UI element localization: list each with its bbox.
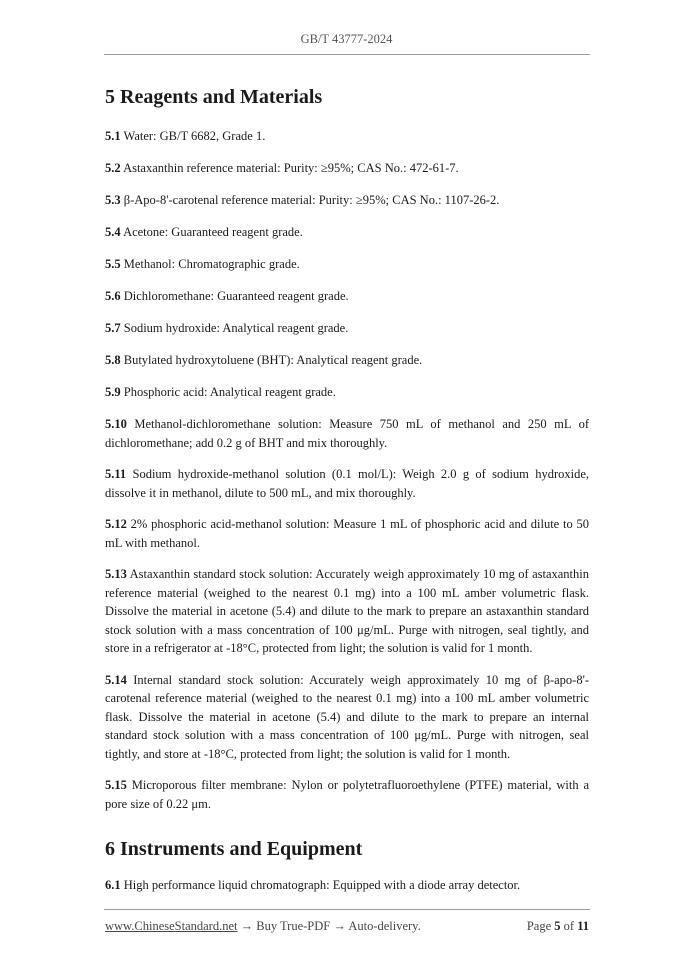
page-number: 5: [554, 919, 561, 933]
clause-number: 5.3: [105, 193, 121, 207]
clause-text: Astaxanthin reference material: Purity: ≥95%; CAS No.: 472-61-7.: [123, 161, 459, 175]
clause-text: Microporous filter membrane: Nylon or polytetrafluoroethylene (PTFE) material, with a pore size of 0.22 μm.: [105, 778, 589, 811]
clause-5-4: [105, 223, 589, 242]
of-label: of: [563, 919, 575, 933]
section-5-heading: 5 Reagents and Materials: [105, 86, 323, 108]
clause-text: 2% phosphoric acid-methanol solution: Measure 1 mL of phosphoric acid and dilute to 50 mL with methanol.: [105, 517, 590, 550]
clause-number: 5.15: [105, 778, 127, 792]
clause-text: Astaxanthin standard stock solution: Accurately weigh approximately 10 mg of astaxanthin reference material (weighed to the nearest 0.1 mg) into a 100 mL amber volumetric flask. Dissolve the material in acetone (5.4) and dilute to the mark to prepare an astaxanthin standard stock solution with a mass concentration of 100 μg/mL. Purge with nitrogen, seal tightly, and store in a refrigerator at -18°C, protected from light; the solution is valid for 1 month.: [105, 567, 590, 655]
clause-5-10: [105, 415, 589, 452]
clause-text: Phosphoric acid: Analytical reagent grade.: [123, 385, 336, 399]
clause-5-15: [105, 776, 589, 813]
clause-number: 5.9: [105, 385, 121, 399]
page-counter: [527, 919, 589, 934]
main-content: [105, 84, 589, 895]
footer-divider: [104, 909, 590, 910]
clause-5-13: [105, 565, 589, 658]
clause-5-6: [105, 287, 589, 306]
auto-delivery-text: Auto-delivery.: [348, 919, 421, 933]
clause-5-5: [105, 255, 589, 274]
clause-5-14: [105, 671, 589, 764]
buy-pdf-text: Buy True-PDF: [256, 919, 331, 933]
clause-text: Water: GB/T 6682, Grade 1.: [123, 129, 266, 143]
clause-text: Internal standard stock solution: Accurately weigh approximately 10 mg of β-apo-8'-carotenal reference material (weighed to the nearest 0.1 mg) into a 100 mL amber volumetric flask. Dissolve the material in acetone (5.4) and dilute to the mark to prepare an internal standard stock solution with a mass concentration of 100 μg/mL. Purge with nitrogen, seal tightly, and store at -18°C, protected from light; the solution is valid for 1 month.: [105, 672, 589, 761]
clause-text: Acetone: Guaranteed reagent grade.: [123, 225, 303, 239]
clause-6-1: [105, 876, 589, 895]
clause-number: 5.1: [105, 129, 121, 143]
website-link[interactable]: www.ChineseStandard.net: [105, 919, 238, 933]
clause-5-2: [105, 159, 589, 178]
clause-text: Dichloromethane: Guaranteed reagent grade.: [123, 289, 349, 303]
clause-number: 5.5: [105, 257, 121, 271]
clause-5-11: [105, 465, 589, 502]
clause-number: 5.6: [105, 289, 121, 303]
document-code: GB/T 43777-2024: [300, 32, 393, 46]
arrow-icon: →: [333, 919, 346, 933]
clause-number: 5.2: [105, 161, 121, 175]
clause-5-8: [105, 351, 589, 370]
clause-text: Sodium hydroxide: Analytical reagent grade.: [123, 321, 349, 335]
clause-text: High performance liquid chromatograph: Equipped with a diode array detector.: [123, 878, 521, 892]
clause-number: 5.14: [105, 672, 127, 687]
clause-text: Butylated hydroxytoluene (BHT): Analytical reagent grade.: [123, 353, 423, 367]
clause-text: Sodium hydroxide-methanol solution (0.1 mol/L): Weigh 2.0 g of sodium hydroxide, dissolve it in methanol, dilute to 500 mL, and mix thoroughly.: [105, 467, 590, 500]
clause-number: 5.7: [105, 321, 121, 335]
arrow-icon: →: [240, 919, 254, 933]
clause-text: Methanol: Chromatographic grade.: [123, 257, 300, 271]
clause-5-3: [105, 191, 589, 210]
footer-promo: [105, 919, 421, 934]
clause-number: 6.1: [105, 878, 121, 892]
clause-number: 5.11: [105, 467, 127, 481]
clause-5-12: [105, 515, 589, 552]
clause-number: 5.4: [105, 225, 121, 239]
clause-5-9: [105, 383, 589, 402]
header-divider: [104, 54, 590, 55]
clause-number: 5.13: [105, 567, 127, 581]
clause-5-1: [105, 127, 589, 146]
section-6-heading: 6 Instruments and Equipment: [105, 838, 363, 860]
clause-text: Methanol-dichloromethane solution: Measure 750 mL of methanol and 250 mL of dichloromethane; add 0.2 g of BHT and mix thoroughly.: [105, 417, 589, 450]
total-pages: 11: [577, 919, 589, 933]
clause-number: 5.8: [105, 353, 121, 367]
page-label: Page: [526, 919, 552, 933]
clause-number: 5.10: [105, 417, 127, 431]
clause-number: 5.12: [105, 517, 127, 531]
clause-5-7: [105, 319, 589, 338]
clause-text: β-Apo-8'-carotenal reference material: Purity: ≥95%; CAS No.: 1107-26-2.: [123, 193, 500, 207]
